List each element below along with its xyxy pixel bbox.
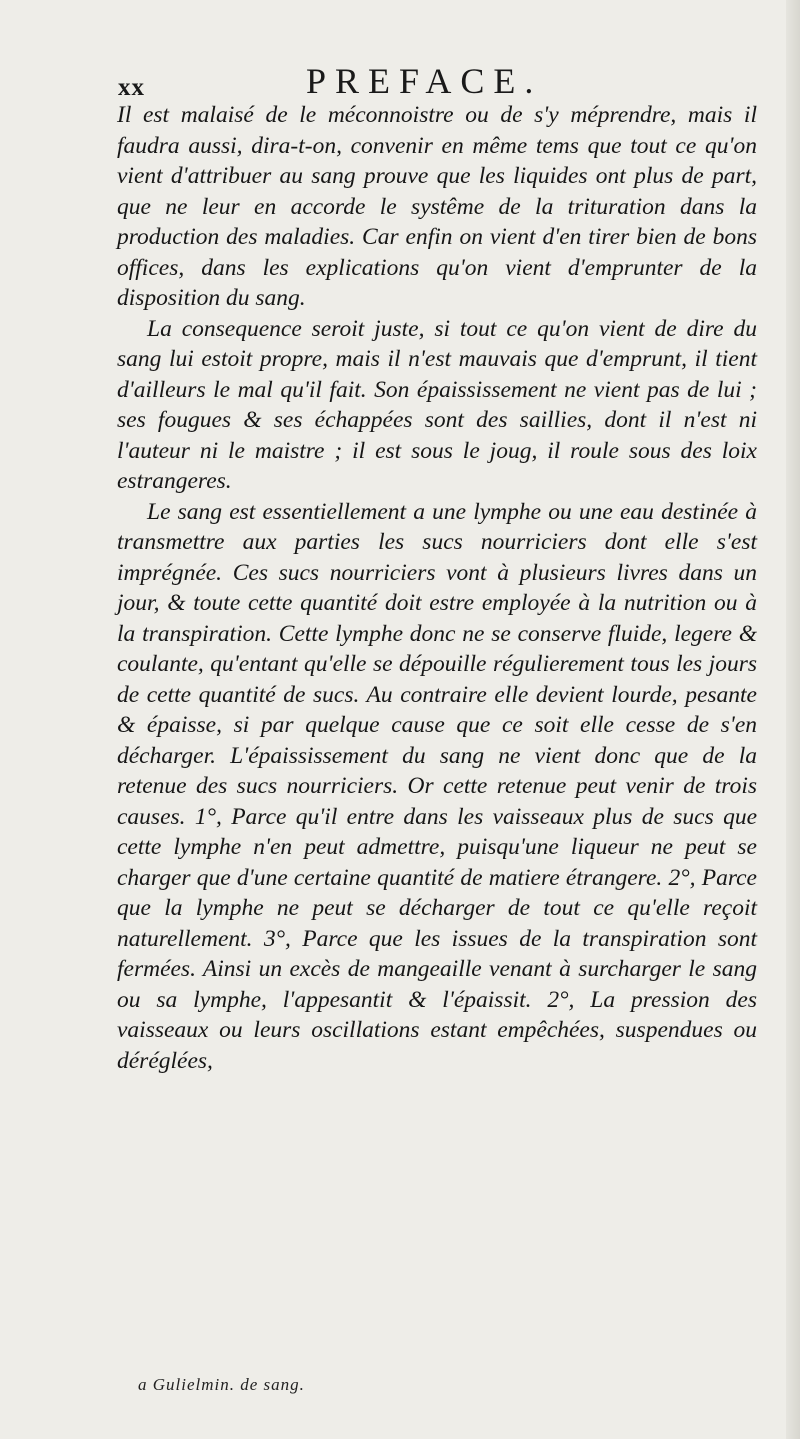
- page-number: xx: [118, 74, 145, 101]
- paragraph: Il est malaisé de le méconnoistre ou de s'y méprendre, mais il faudra aussi, dira-t-on, convenir en même tems que tout ce qu'on vient d'attribuer au sang prouve que les liquides ont plus de part, que ne leur en accorde le systême de la trituration dans la production des maladies. Car enfin on vient d'en tirer bien de bons offices, dans les explications qu'on vient d'emprunter de la disposition du sang.: [117, 102, 757, 311]
- paragraph: La consequence seroit juste, si tout ce qu'on vient de dire du sang lui estoit propre, mais il n'est mauvais que d'emprunt, il tient d'ailleurs le mal qu'il fait. Son épaississement ne vient pas de lui ; ses fougues & ses échappées sont des saillies, dont il n'est ni l'auteur ni le maistre ; il est sous le joug, il roule sous des loix estrangeres.: [117, 315, 757, 494]
- footnote: a Gulielmin. de sang.: [138, 1375, 305, 1394]
- body-text: [117, 100, 757, 1076]
- page-edge: [786, 0, 800, 1439]
- page-header: [118, 60, 758, 100]
- running-head: PREFACE.: [306, 61, 543, 101]
- paragraph: Le sang est essentiellement a une lymphe ou une eau destinée à transmettre aux parties les sucs nourriciers dont elle s'est imprégnée. Ces sucs nourriciers vont à plusieurs livres dans un jour, & toute cette quantité doit estre employée à la nutrition ou à la transpiration. Cette lymphe donc ne se conserve fluide, legere & coulante, qu'entant qu'elle se dépouille régulierement tous les jours de cette quantité de sucs. Au contraire elle devient lourde, pesante & épaisse, si par quelque cause que ce soit elle cesse de s'en décharger. L'épaississement du sang ne vient donc que de la retenue des sucs nourriciers. Or cette retenue peut venir de trois causes. 1°, Parce qu'il entre dans les vaisseaux plus de sucs que cette lymphe n'en peut admettre, puisqu'une liqueur ne peut se charger que d'une certaine quantité de matiere étrangere. 2°, Parce que la lymphe ne peut se décharger de tout ce qu'elle reçoit naturellement. 3°, Parce que les issues de la transpiration sont fermées. Ainsi un excès de mangeaille venant à surcharger le sang ou sa lymphe, l'appesantit & l'épaissit. 2°, La pression des vaisseaux ou leurs oscillations estant empêchées, suspendues ou déréglées,: [117, 498, 757, 1074]
